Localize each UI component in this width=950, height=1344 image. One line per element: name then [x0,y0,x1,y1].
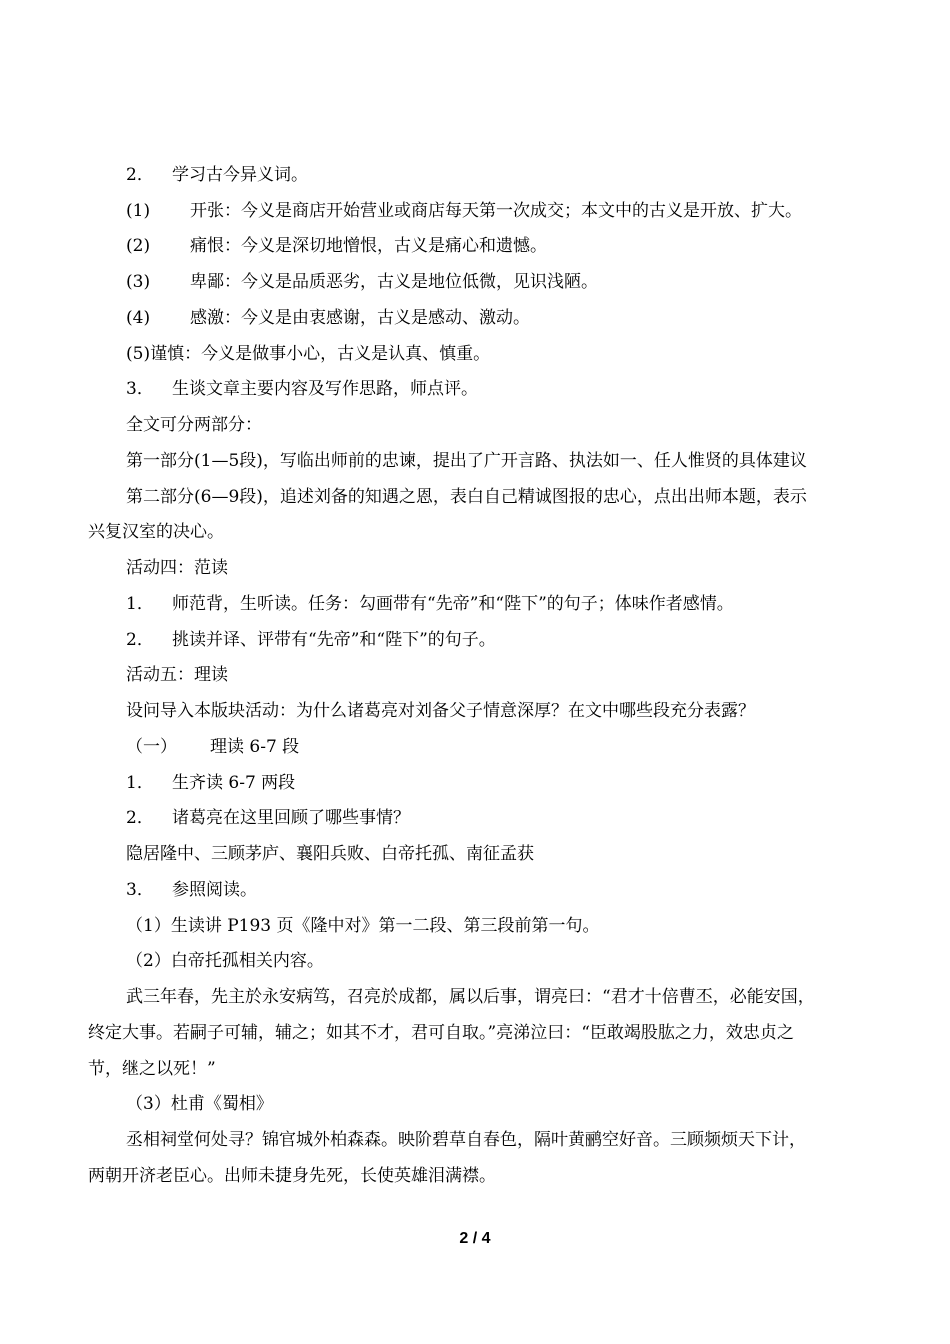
line-text: 设问导入本版块活动：为什么诸葛亮对刘备父子情意深厚？在文中哪些段充分表露？ [126,701,755,721]
line-9 [126,450,807,472]
line-19 [126,807,410,829]
line-22 [126,915,600,937]
line-25 [88,1022,794,1044]
line-2 [126,200,802,222]
line-16 [126,700,755,722]
line-text: 开张：今义是商店开始营业或商店每天第一次成交；本文中的古义是开放、扩大。 [190,201,802,221]
item-number: （一） [126,737,177,757]
line-27 [126,1093,273,1115]
item-number: 2． [126,630,154,650]
line-12 [126,557,228,579]
line-3 [126,235,547,257]
line-text: 理读 6-7 段 [210,737,300,757]
line-5 [126,307,530,329]
line-text: 痛恨：今义是深切地憎恨，古义是痛心和遗憾。 [190,236,547,256]
line-20 [126,843,534,865]
item-number: 1． [126,773,154,793]
line-text: 活动四：范读 [126,558,228,578]
line-21 [126,879,257,901]
line-7 [126,378,478,400]
line-text: 两朝开济老臣心。出师未捷身先死，长使英雄泪满襟。 [88,1166,496,1186]
item-number: (3) [126,272,151,292]
item-number: 1． [126,594,154,614]
item-number: (1) [126,201,151,221]
line-text: 全文可分两部分： [126,415,262,435]
line-26 [88,1058,216,1080]
line-28 [126,1129,806,1151]
item-number: (2) [126,236,151,256]
line-17 [126,736,299,758]
line-4 [126,271,598,293]
item-number: 2． [126,808,154,828]
line-text: 参照阅读。 [172,880,257,900]
line-18 [126,772,295,794]
item-number: 2． [126,165,154,185]
line-text: 生齐读 6-7 两段 [172,773,296,793]
line-11 [88,521,224,543]
line-text: 武三年春，先主於永安病笃，召亮於成都，属以后事，谓亮曰：“君才十倍曹丕，必能安国， [126,987,815,1007]
line-text: 活动五：理读 [126,665,228,685]
item-number: (4) [126,308,151,328]
line-text: 第一部分(1—5段)，写临出师前的忠谏，提出了广开言路、执法如一、任人惟贤的具体建议 [126,451,807,471]
line-8 [126,414,262,436]
line-text: 节，继之以死！” [88,1059,216,1079]
line-1 [126,164,308,186]
item-number: 3． [126,880,154,900]
line-6 [126,343,490,365]
line-15 [126,664,228,686]
line-text: 诸葛亮在这里回顾了哪些事情？ [172,808,410,828]
line-text: 丞相祠堂何处寻？锦官城外柏森森。映阶碧草自春色，隔叶黄鹂空好音。三顾频烦天下计， [126,1130,806,1150]
line-text: (5)谨慎：今义是做事小心，古义是认真、慎重。 [126,344,491,364]
line-text: 隐居隆中、三顾茅庐、襄阳兵败、白帝托孤、南征孟获 [126,844,534,864]
line-text: （2）白帝托孤相关内容。 [126,951,324,971]
line-text: 兴复汉室的决心。 [88,522,224,542]
line-10 [126,486,807,508]
line-text: 感激：今义是由衷感谢，古义是感动、激动。 [190,308,530,328]
line-text: （1）生读讲 P193 页《隆中对》第一二段、第三段前第一句。 [126,916,600,936]
item-number: 3． [126,379,154,399]
line-14 [126,629,496,651]
line-29 [88,1165,496,1187]
line-text: 挑读并译、评带有“先帝”和“陛下”的句子。 [172,630,496,650]
line-text: 学习古今异义词。 [172,165,308,185]
line-24 [126,986,815,1008]
line-text: 师范背，生听读。任务：勾画带有“先帝”和“陛下”的句子；体味作者感情。 [172,594,734,614]
line-text: 第二部分(6—9段)，追述刘备的知遇之恩，表白自己精诚图报的忠心，点出出师本题，表示 [126,487,807,507]
page-number: 2 / 4 [459,1230,491,1247]
line-text: 卑鄙：今义是品质恶劣，古义是地位低微，见识浅陋。 [190,272,598,292]
line-text: 终定大事。若嗣子可辅，辅之；如其不才，君可自取。”亮涕泣曰：“臣敢竭股肱之力，效忠贞之 [88,1023,794,1043]
line-text: 生谈文章主要内容及写作思路，师点评。 [172,379,478,399]
line-13 [126,593,734,615]
line-23 [126,950,324,972]
line-text: （3）杜甫《蜀相》 [126,1094,273,1114]
